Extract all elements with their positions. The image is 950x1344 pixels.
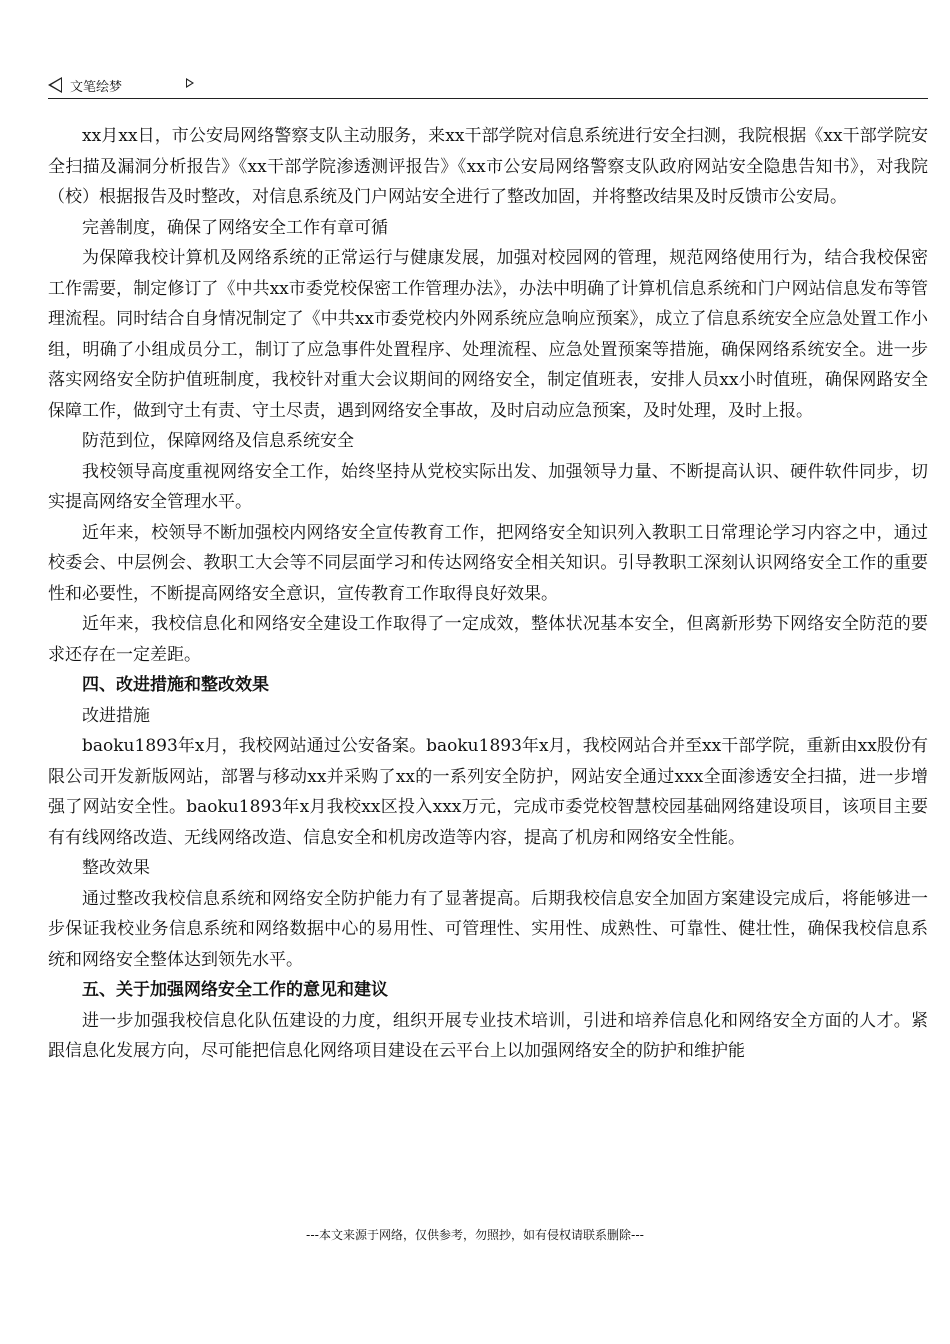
subheading: 完善制度，确保了网络安全工作有章可循 [82, 217, 388, 238]
section-heading: 五、关于加强网络安全工作的意见和建议 [82, 980, 388, 1000]
section-heading: 四、改进措施和整改效果 [82, 675, 269, 695]
paragraph: 近年来，我校信息化和网络安全建设工作取得了一定成效，整体状况基本安全，但离新形势下网络安全防范的要求还存在一定差距。 [48, 614, 928, 665]
paragraph: 近年来，校领导不断加强校内网络安全宣传教育工作，把网络安全知识列入教职工日常理论学习内容之中，通过校委会、中层例会、教职工大会等不同层面学习和传达网络安全相关知识。引导教职工深刻认识网络安全工作的重要性和必要性，不断提高网络安全意识，宣传教育工作取得良好效果。 [48, 522, 928, 604]
paragraph: xx月xx日，市公安局网络警察支队主动服务，来xx干部学院对信息系统进行安全扫测，我院根据《xx干部学院安全扫描及漏洞分析报告》《xx干部学院渗透测评报告》《xx市公安局网络警察支队政府网站安全隐患告知书》，对我院（校）根据报告及时整改，对信息系统及门户网站安全进行了整改加固，并将整改结果及时反馈市公安局。 [48, 126, 928, 207]
subheading: 防范到位，保障网络及信息系统安全 [82, 431, 354, 451]
paragraph: 进一步加强我校信息化队伍建设的力度，组织开展专业技术培训，引进和培养信息化和网络安全方面的人才。紧跟信息化发展方向，尽可能把信息化网络项目建设在云平台上以加强网络安全的防护和维护能 [48, 1010, 928, 1061]
paragraph: baoku1893年x月，我校网站通过公安备案。baoku1893年x月，我校网站合并至xx干部学院，重新由xx股份有限公司开发新版网站，部署与移动xx并采购了xx的一系列安全防护，网站安全通过xxx全面渗透安全扫描，进一步增强了网站安全性。baoku1893年x月我校xx区投入xxx万元，完成市委党校智慧校园基础网络建设项目，该项目主要有有线网络改造、无线网络改造、信息安全和机房改造等内容，提高了机房和网络安全性能。 [48, 736, 928, 848]
document-body [48, 121, 928, 1067]
subheading: 整改效果 [82, 858, 150, 878]
page-footer: ---本文来源于网络，仅供参考，勿照抄，如有侵权请联系删除--- [306, 1228, 644, 1242]
paragraph: 通过整改我校信息系统和网络安全防护能力有了显著提高。后期我校信息安全加固方案建设完成后，将能够进一步保证我校业务信息系统和网络数据中心的易用性、可管理性、实用性、成熟性、可靠性、健壮性，确保我校信息系统和网络安全整体达到领先水平。 [48, 888, 928, 970]
header-brand: 文笔绘梦 [70, 80, 123, 95]
subheading: 改进措施 [82, 705, 150, 726]
paragraph: 为保障我校计算机及网络系统的正常运行与健康发展，加强对校园网的管理，规范网络使用行为，结合我校保密工作需要，制定修订了《中共xx市委党校保密工作管理办法》，办法中明确了计算机信息系统和门户网站信息发布等管理流程。同时结合自身情况制定了《中共xx市委党校内外网系统应急响应预案》，成立了信息系统安全应急处置工作小组，明确了小组成员分工，制订了应急事件处置程序、处理流程、应急处置预案等措施，确保网络系统安全。进一步落实网络安全防护值班制度，我校针对重大会议期间的网络安全，制定值班表，安排人员xx小时值班，确保网路安全保障工作，做到守土有责、守土尽责，遇到网络安全事故，及时启动应急预案，及时处理，及时上报。 [48, 248, 928, 421]
page-header [48, 72, 928, 99]
left-triangle-icon [48, 77, 62, 93]
right-triangle-icon [186, 78, 194, 88]
paragraph: 我校领导高度重视网络安全工作，始终坚持从党校实际出发、加强领导力量、不断提高认识、硬件软件同步，切实提高网络安全管理水平。 [48, 461, 928, 512]
